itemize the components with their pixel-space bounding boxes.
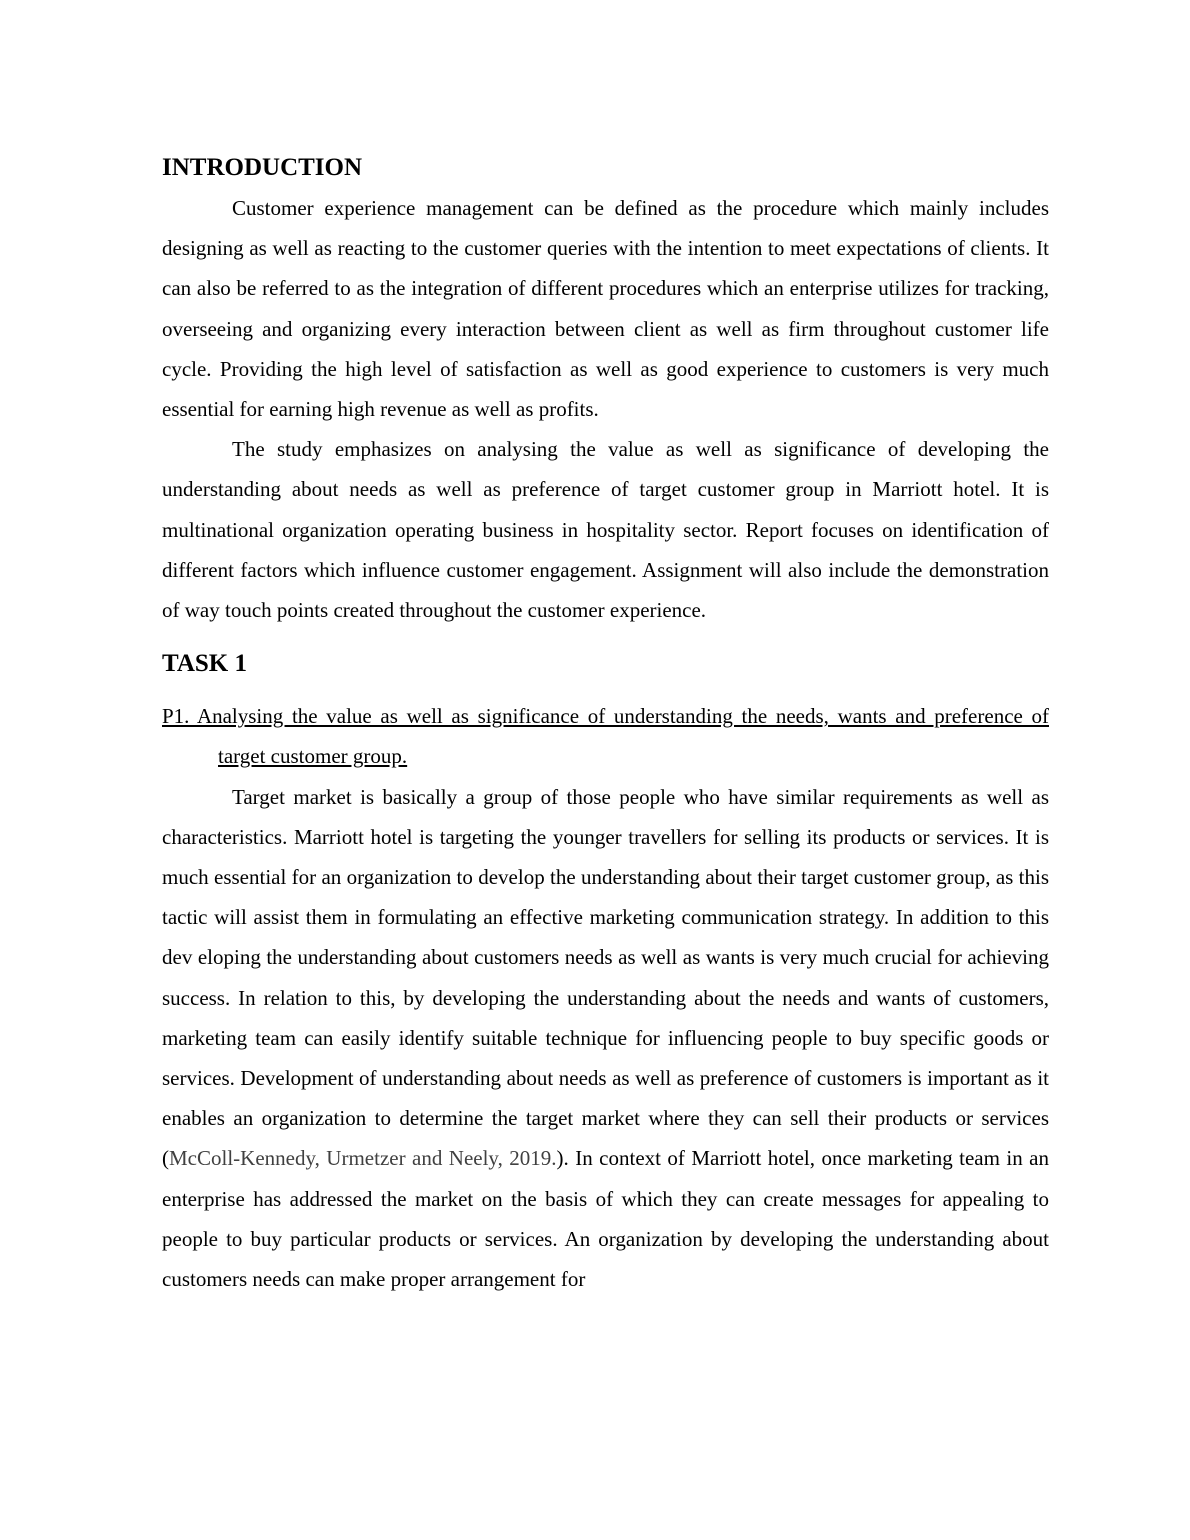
task1-paragraph — [162, 777, 1049, 1300]
task1-subheading: P1. Analysing the value as well as significance of understanding the needs, wants and preference of target customer group. — [162, 704, 1049, 769]
introduction-heading: INTRODUCTION — [162, 154, 363, 181]
task1-heading: TASK 1 — [162, 650, 247, 678]
task1-paragraph-part1: Target market is basically a group of those people who have similar requirements as well as characteristics. Marriott hotel is targeting the younger travellers for selling its products or services. It is much essential for an organization to develop the understanding about their target customer group, as this tactic will assist them in formulating an effective marketing communication strategy. In addition to this dev eloping the understanding about customers needs as well as wants is very much crucial for achieving success. In relation to this, by developing the understanding about the needs and wants of customers, marketing team can easily identify suitable technique for influencing people to buy specific goods or services. Development of understanding about needs as well as preference of customers is important as it enables an organization to determine the target market where they can sell their products or services ( — [162, 784, 1049, 1171]
document-page — [162, 148, 1049, 1299]
intro-paragraph-2: The study emphasizes on analysing the value as well as significance of developing the understanding about needs as well as preference of target customer group in Marriott hotel. It is multinational organization operating business in hospitality sector. Report focuses on identification of different factors which influence customer engagement. Assignment will also include the demonstration of way touch points created throughout the customer experience. — [162, 437, 1049, 623]
citation: McColl-Kennedy, Urmetzer and Neely, 2019. — [169, 1146, 557, 1171]
task1-paragraph-part2: ). In context of Marriott hotel, once marketing team in an enterprise has addressed the market on the basis of which they can create messages for appealing to people to buy particular products or services. An organization by developing the understanding about customers needs can make proper arrangement for — [162, 1146, 1049, 1292]
intro-paragraph-1: Customer experience management can be defined as the procedure which mainly includes designing as well as reacting to the customer queries with the intention to meet expectations of clients. It can also be referred to as the integration of different procedures which an enterprise utilizes for tracking, overseeing and organizing every interaction between client as well as firm throughout customer life cycle. Providing the high level of satisfaction as well as good experience to customers is very much essential for earning high revenue as well as profits. — [162, 196, 1049, 422]
